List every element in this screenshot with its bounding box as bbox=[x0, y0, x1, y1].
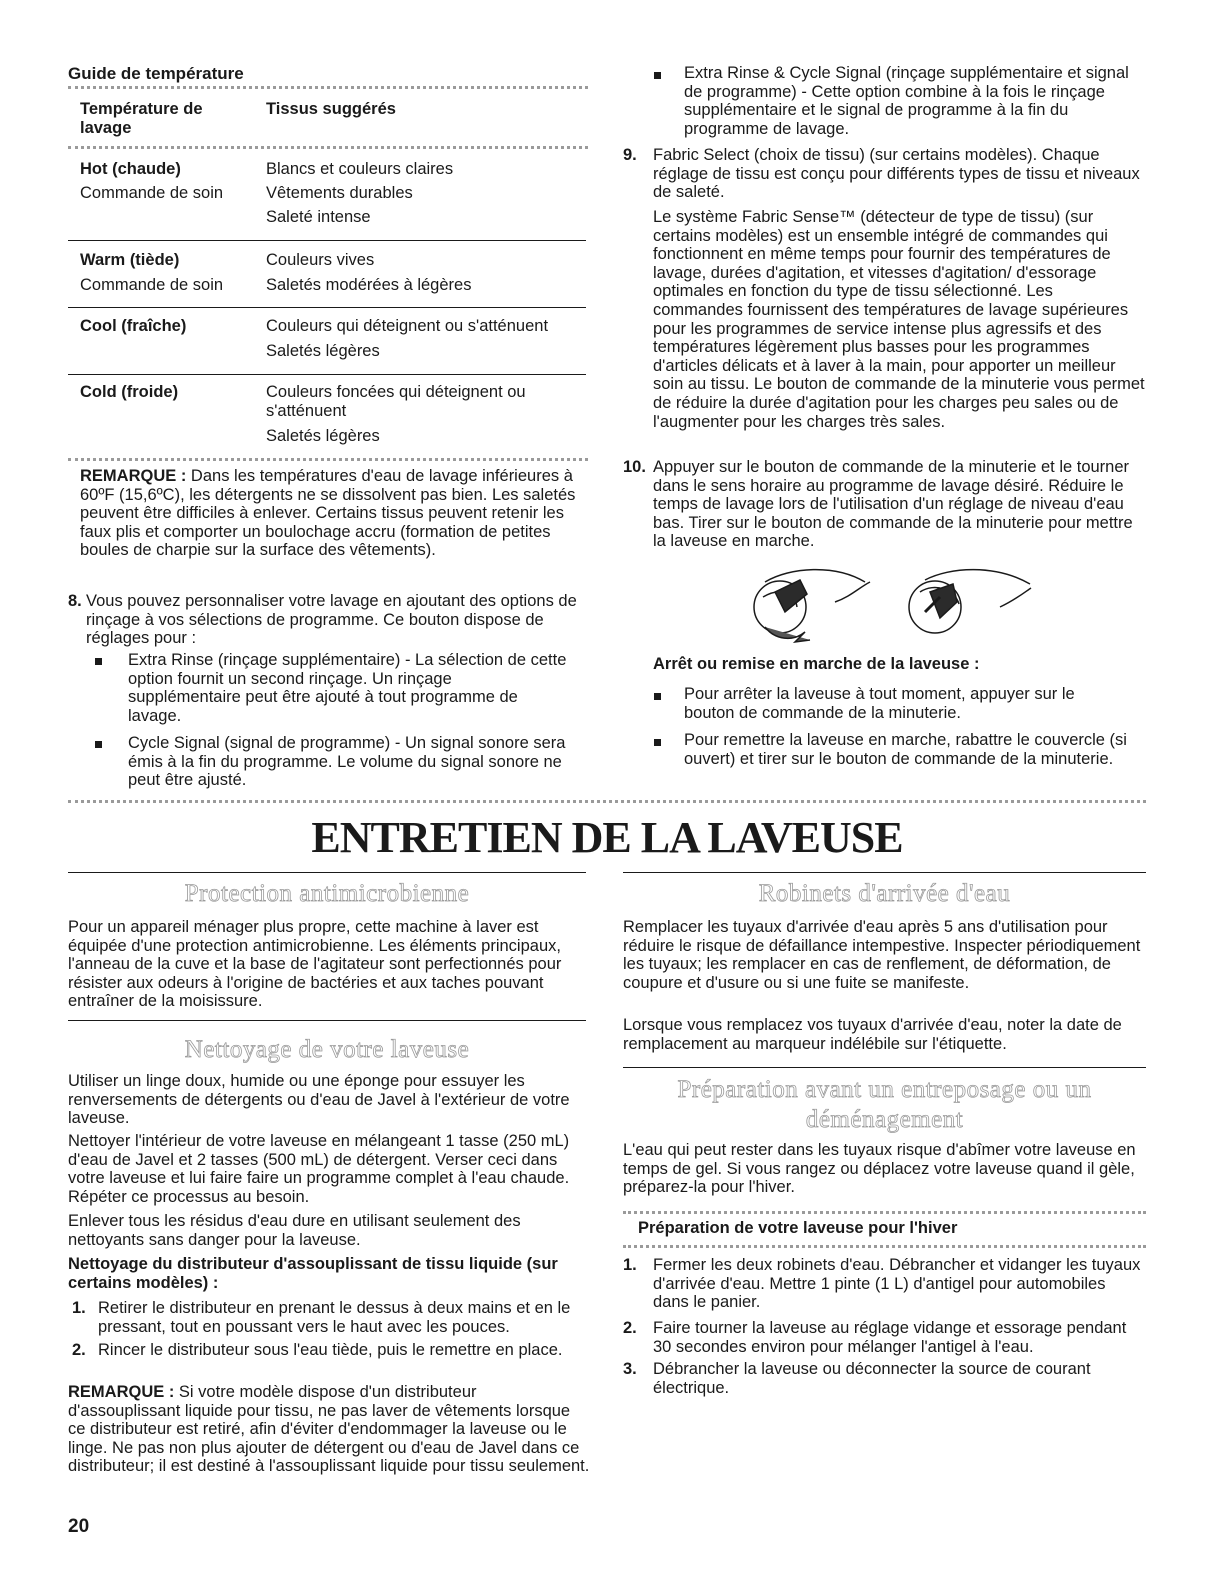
bullet-stop: Pour arrêter la laveuse à tout moment, appuyer sur le bouton de commande de la minuterie. bbox=[684, 685, 1075, 722]
divider bbox=[623, 1245, 1146, 1248]
divider bbox=[68, 1020, 586, 1021]
fabric-text: Saletés modérées à légères bbox=[266, 276, 472, 294]
page-number: 20 bbox=[68, 1516, 90, 1537]
timer-knob-illustration bbox=[735, 562, 1045, 652]
item-8-text: Vous pouvez personnaliser votre lavage en ajoutant des options de rinçage à vos sélections de programme. Ce bouton dispose de réglages pour : bbox=[86, 592, 577, 648]
note-text: Dans les températures d'eau de lavage inférieures à 60ºF (15,6ºC), les détergents ne se dissolvent pas bien. Les saletés peuvent être difficiles à enlever. Certains tissus peuvent retenir les faux plis et comporter un boulochage accru (formation de petites boules de charpie sur la surface des vêtements). bbox=[80, 467, 576, 560]
section-title-robinets: Robinets d'arrivée d'eau bbox=[758, 880, 1011, 907]
divider bbox=[68, 146, 588, 149]
divider bbox=[68, 240, 586, 241]
fabric-text: Blancs et couleurs claires bbox=[266, 160, 454, 178]
section-title-line: déménagement bbox=[805, 1106, 964, 1133]
winter-step-2: Faire tourner la laveuse au réglage vidange et essorage pendant 30 secondes environ pour mélanger l'antigel à l'eau. bbox=[653, 1319, 1127, 1356]
fabric-text: Couleurs qui déteignent ou s'atténuent bbox=[266, 317, 549, 335]
winter-step-3: Débrancher la laveuse ou déconnecter la source de courant électrique. bbox=[653, 1360, 1091, 1397]
col2-header: Tissus suggérés bbox=[266, 100, 396, 118]
bullet-extra-rinse: Extra Rinse (rinçage supplémentaire) - La sélection de cette option fournit un second rinçage. Un rinçage supplémentaire peut être ajouté à tout programme de lavage. bbox=[128, 651, 567, 725]
bullet-icon bbox=[654, 72, 661, 79]
item-number: 9. bbox=[623, 146, 637, 164]
divider bbox=[68, 86, 588, 89]
protection-text: Pour un appareil ménager plus propre, cette machine à laver est équipée d'une protection antimicrobienne. Les éléments principaux, l'anneau de la cuve et la base de l'agitateur sont perfectionnés pour résister aux odeurs à l'origine de bactéries et aux taches pouvant entraîner de la moisissure. bbox=[68, 918, 562, 1011]
bullet-icon bbox=[654, 739, 661, 746]
fabric-text: Couleurs foncées qui déteignent ou s'atténuent bbox=[266, 383, 526, 420]
softener-step-2: Rincer le distributeur sous l'eau tiède, puis le remettre en place. bbox=[98, 1341, 563, 1359]
note-label: REMARQUE : bbox=[68, 1383, 175, 1401]
robinets-p1: Remplacer les tuyaux d'arrivée d'eau après 5 ans d'utilisation pour réduire le risque de défaillance intempestive. Inspecter périodiquement les tuyaux; les remplacer en cas de renflement, de déformation, de coupure et d'usure ou si une fuite se manifeste. bbox=[623, 918, 1141, 992]
divider bbox=[68, 374, 586, 375]
item-9-text: Fabric Select (choix de tissu) (sur certains modèles). Chaque réglage de tissu est conçu pour différents types de tissu et niveaux de saleté. bbox=[653, 146, 1140, 202]
item-number: 8. bbox=[68, 592, 82, 610]
nettoyage-p1: Utiliser un linge doux, humide ou une éponge pour essuyer les renversements de détergents ou d'eau de Javel à l'extérieur de votre laveuse. bbox=[68, 1072, 570, 1128]
nettoyage-p3: Enlever tous les résidus d'eau dure en utilisant seulement des nettoyants sans danger pour la laveuse. bbox=[68, 1212, 521, 1249]
softener-note bbox=[68, 1383, 590, 1476]
bullet-restart: Pour remettre la laveuse en marche, rabattre le couvercle (si ouvert) et tirer sur le bouton de commande de la minuterie. bbox=[684, 731, 1127, 768]
temp-cold: Cold (froide) bbox=[80, 383, 179, 401]
note-text: Si votre modèle dispose d'un distributeur d'assouplissant liquide pour tissu, ne pas laver de vêtements lorsque ce distributeur est retiré, afin d'éviter d'endommager la laveuse ou le linge. Ne pas non plus ajouter de détergent ou d'eau de Javel dans ce distributeur; il est destiné à l'assouplissant liquide pour tissu seulement. bbox=[68, 1383, 590, 1476]
softener-step-1: Retirer le distributeur en prenant le dessus à deux mains et en le pressant, tout en poussant vers le haut avec les pouces. bbox=[98, 1299, 571, 1336]
temp-cool: Cool (fraîche) bbox=[80, 317, 187, 335]
stop-restart-heading: Arrêt ou remise en marche de la laveuse : bbox=[653, 655, 980, 673]
softener-heading: Nettoyage du distributeur d'assouplissant de tissu liquide (sur certains modèles) : bbox=[68, 1255, 558, 1292]
divider bbox=[68, 458, 588, 461]
step-number: 2. bbox=[72, 1341, 86, 1359]
bullet-icon bbox=[95, 741, 102, 748]
temp-guide-heading: Guide de température bbox=[68, 64, 244, 83]
divider bbox=[623, 1067, 1146, 1068]
temp-hot: Hot (chaude) bbox=[80, 160, 181, 178]
divider bbox=[623, 1211, 1146, 1214]
divider bbox=[623, 872, 1146, 873]
temp-note bbox=[80, 467, 586, 560]
temp-warm: Warm (tiède) bbox=[80, 251, 180, 269]
item-10-text: Appuyer sur le bouton de commande de la minuterie et le tourner dans le sens horaire au programme de lavage désiré. Réduire le temps de lavage lors de l'utilisation d'un réglage de niveau d'eau bas. Tirer sur le bouton de commande de la minuterie pour mettre la laveuse en marche. bbox=[653, 458, 1133, 551]
winter-heading: Préparation de votre laveuse pour l'hiver bbox=[638, 1219, 958, 1237]
item-number: 10. bbox=[623, 458, 646, 476]
fabric-text: Saleté intense bbox=[266, 208, 371, 226]
bullet-icon bbox=[654, 693, 661, 700]
knob-pull-icon bbox=[909, 570, 1031, 633]
fabric-text: Saletés légères bbox=[266, 342, 380, 360]
divider bbox=[68, 800, 1146, 803]
section-title-nettoyage: Nettoyage de votre laveuse bbox=[184, 1036, 470, 1063]
fabric-text: Couleurs vives bbox=[266, 251, 375, 269]
section-title-line: Préparation avant un entreposage ou un bbox=[677, 1076, 1092, 1103]
section-title-protection: Protection antimicrobienne bbox=[184, 880, 470, 907]
step-number: 3. bbox=[623, 1360, 637, 1378]
note-label: REMARQUE : bbox=[80, 467, 187, 485]
nettoyage-p2: Nettoyer l'intérieur de votre laveuse en mélangeant 1 tasse (250 mL) d'eau de Javel et 2 tasses (500 mL) de détergent. Verser ceci dans votre laveuse et lui faire faire un programme complet à l'eau chaude. Répéter ce processus au besoin. bbox=[68, 1132, 570, 1206]
temp-warm-control: Commande de soin bbox=[80, 276, 224, 294]
col1-header: Température de lavage bbox=[80, 100, 203, 137]
winter-step-1: Fermer les deux robinets d'eau. Débrancher et vidanger les tuyaux d'arrivée d'eau. Mettre 1 pinte (1 L) d'antigel pour automobiles dans le panier. bbox=[653, 1256, 1141, 1312]
fabric-text: Saletés légères bbox=[266, 427, 380, 445]
page-title: ENTRETIEN DE LA LAVEUSE bbox=[311, 813, 903, 862]
divider bbox=[68, 307, 586, 308]
divider bbox=[68, 872, 586, 873]
bullet-icon bbox=[95, 658, 102, 665]
step-number: 1. bbox=[623, 1256, 637, 1274]
bullet-cycle-signal: Cycle Signal (signal de programme) - Un signal sonore sera émis à la fin du programme. Le volume du signal sonore ne peut être ajusté. bbox=[128, 734, 566, 790]
section-title-preparation bbox=[623, 1075, 1146, 1135]
bullet-extra-rinse-cycle-signal: Extra Rinse & Cycle Signal (rinçage supplémentaire et signal de programme) - Cette option combine à la fois le rinçage supplémentaire et le signal de programme à la fin du programme de lavage. bbox=[684, 64, 1129, 138]
item-9-paragraph: Le système Fabric Sense™ (détecteur de type de tissu) (sur certains modèles) est un ensemble intégré de commandes qui fonctionnent en même temps pour fournir des températures de lavage, durées d'agitation, et vitesses d'agitation/ d'essorage optimales en fonction du type de tissu sélectionné. Les commandes fournissent des températures de lavage supérieures pour les programmes de service intense plus agressifs et des températures légèrement plus basses pour les programmes d'articles délicats et à laver à la main, pour apporter un meilleur soin au tissu. Le bouton de commande de la minuterie vous permet de réduire la durée d'agitation pour les charges peu sales ou de l'augmenter pour les charges très sales. bbox=[653, 208, 1145, 431]
temp-hot-control: Commande de soin bbox=[80, 184, 224, 202]
robinets-p2: Lorsque vous remplacez vos tuyaux d'arrivée d'eau, noter la date de remplacement au marqueur indélébile sur l'étiquette. bbox=[623, 1016, 1122, 1053]
knob-push-icon bbox=[754, 570, 870, 642]
step-number: 1. bbox=[72, 1299, 86, 1317]
fabric-text: Vêtements durables bbox=[266, 184, 413, 202]
preparation-p1: L'eau qui peut rester dans les tuyaux risque d'abîmer votre laveuse en temps de gel. Si vous rangez ou déplacez votre laveuse quand il gèle, préparez-la pour l'hiver. bbox=[623, 1141, 1136, 1197]
step-number: 2. bbox=[623, 1319, 637, 1337]
